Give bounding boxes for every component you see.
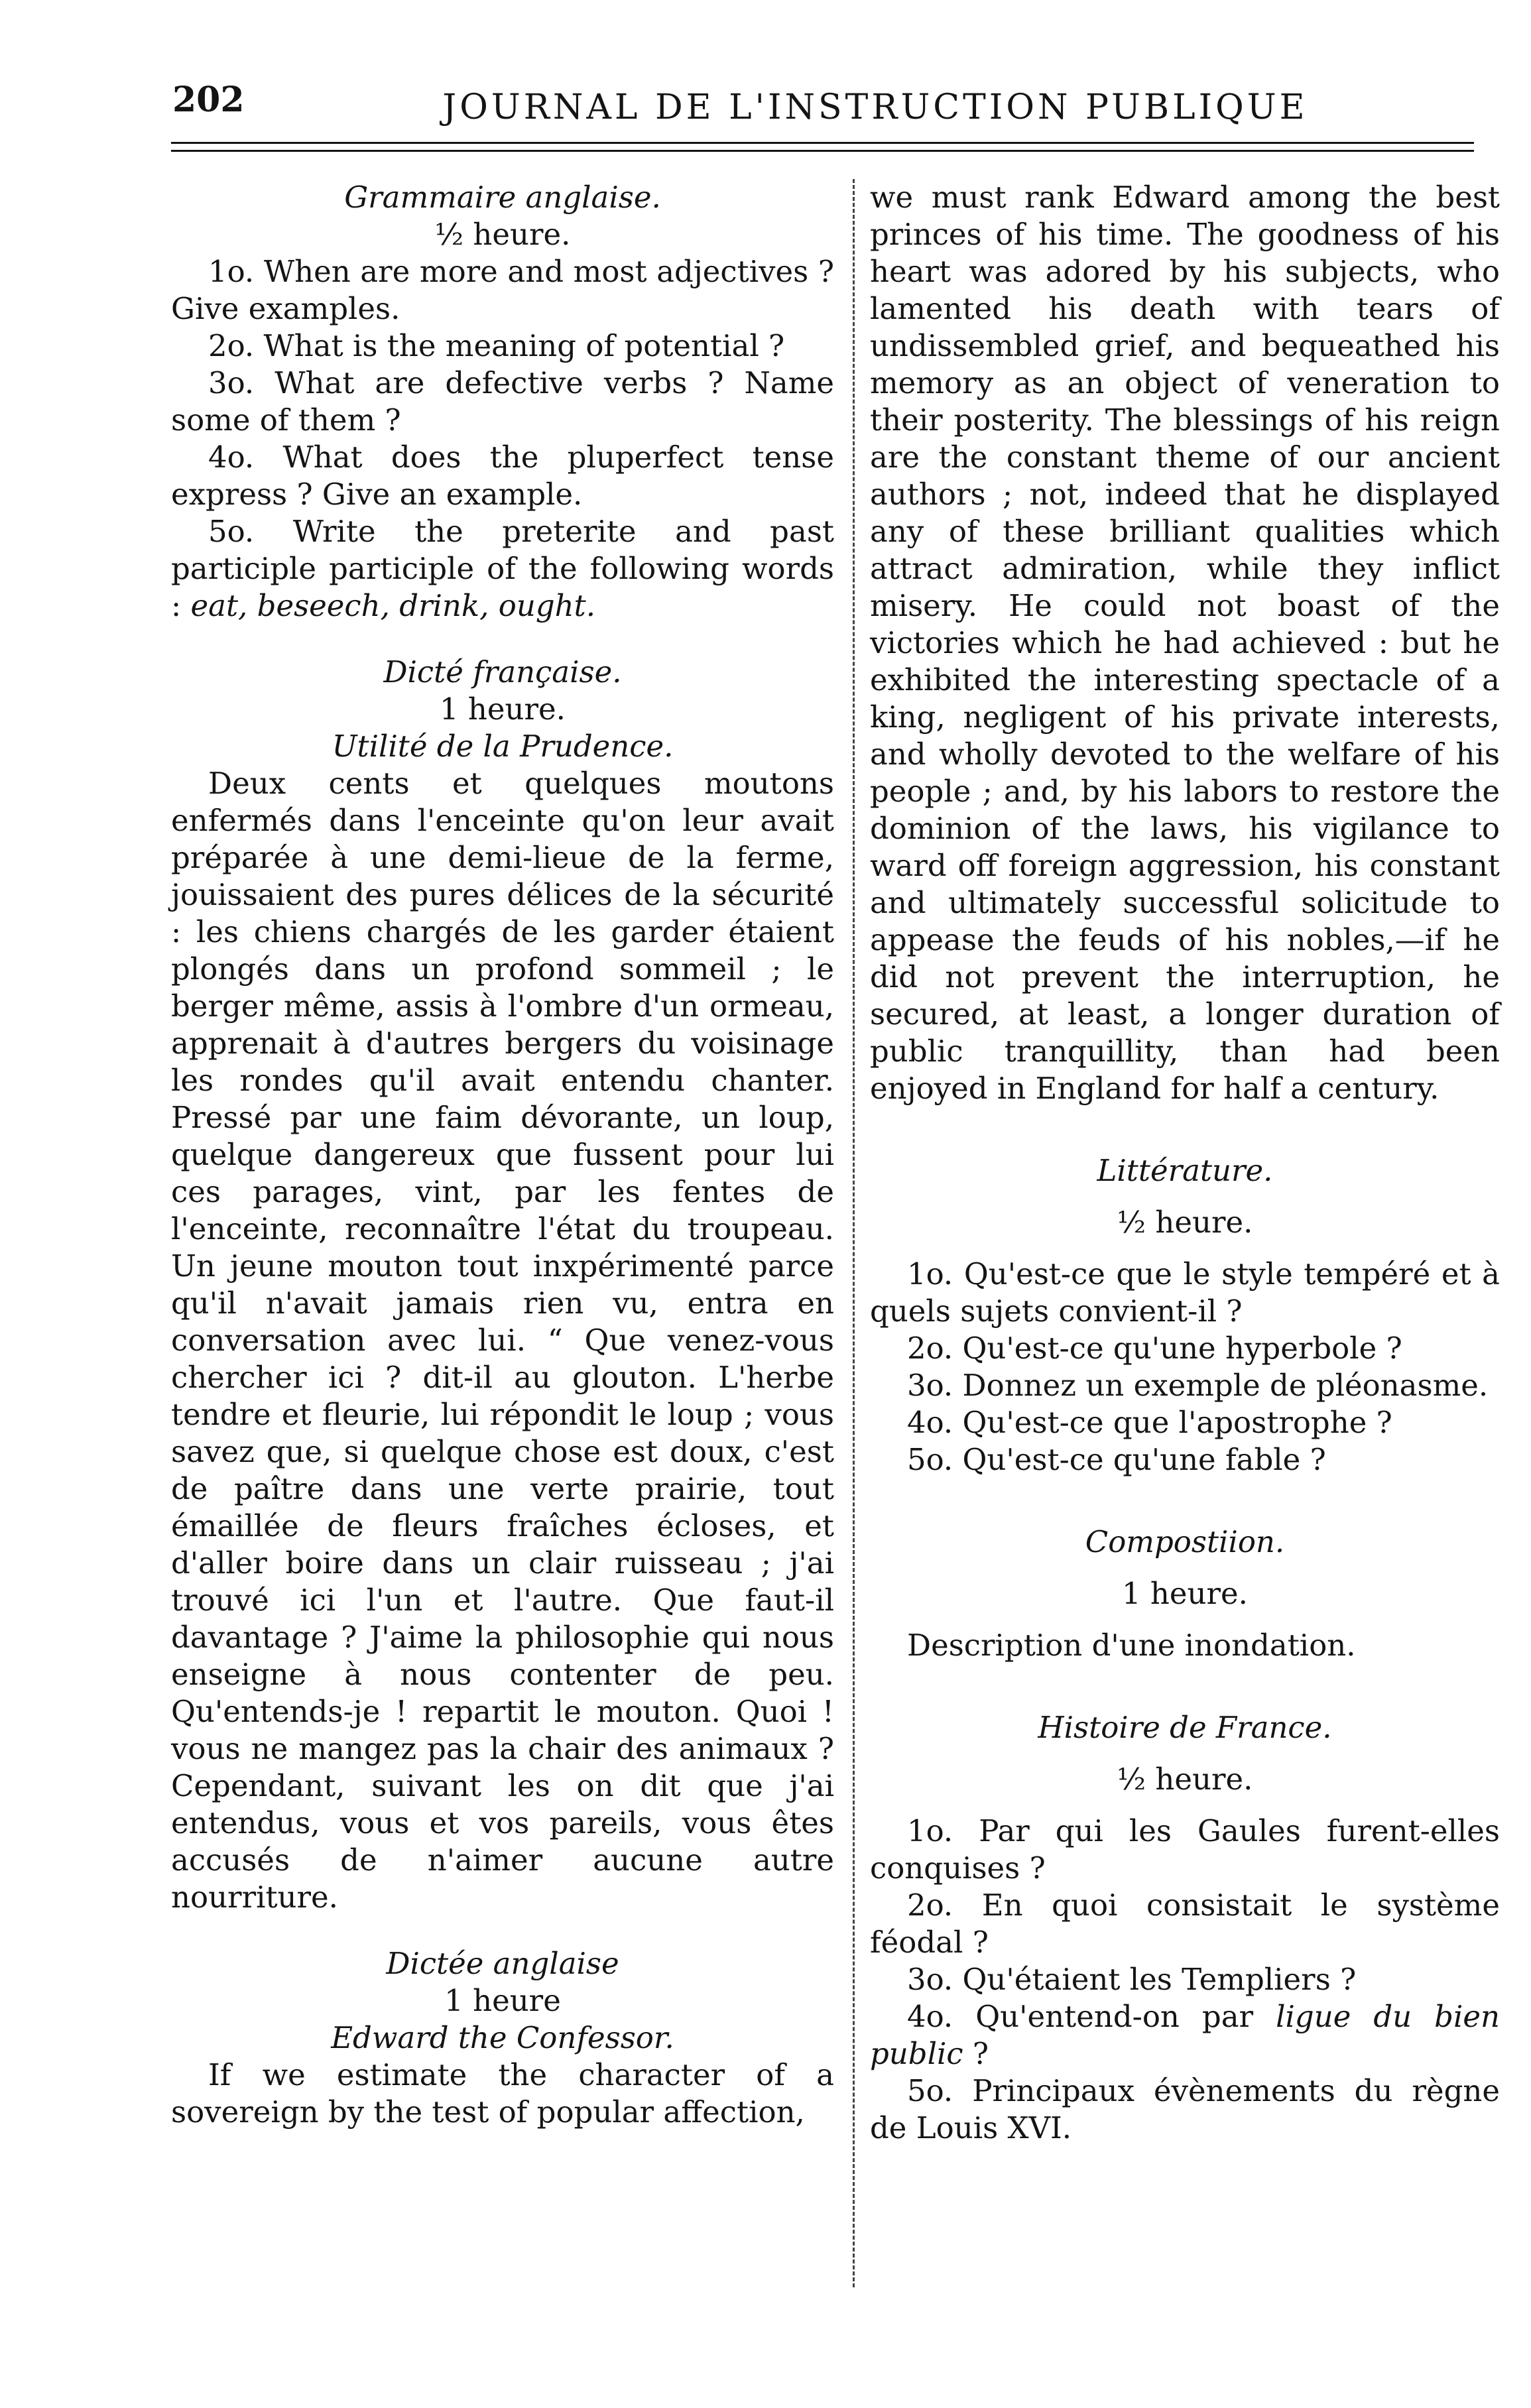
section-duration: ½ heure.: [1117, 1762, 1253, 1797]
dictation-text-continued: we must rank Edward among the best princes of his time. The goodness of his heart was adored by his subjects, who lamented his death with tears of undissembled grief, and bequeathed his memory as an object of veneration to their posterity. The blessings of his reign are the constant theme of our ancient authors ; not, indeed that he displayed any of these brilliant qualities which attract admiration, while they inflict misery. He could not boast of the victories which he had achieved : but he exhibited the interesting spectacle of a king, negligent of his private interests, and wholly devoted to the welfare of his people ; and, by his labors to restore the dominion of the laws, his vigilance to ward off foreign aggression, his constant and ultimately successful solicitude to appease the feuds of his nobles,—if he did not prevent the interruption, he secured, at least, a longer duration of public tranquillity, than had been enjoyed in England for half a century.: [870, 180, 1500, 1106]
section-histoire-de-france: [870, 1709, 1500, 2147]
left-column: [171, 179, 834, 2131]
section-title: Grammaire anglaise.: [344, 180, 661, 215]
section-duration: ½ heure.: [1117, 1205, 1253, 1240]
question-4-end: ?: [972, 2036, 989, 2071]
section-composition: [870, 1524, 1500, 1664]
question-4: [870, 1998, 1500, 2073]
section-duration: 1 heure.: [440, 692, 566, 727]
header-rule-bottom: [171, 150, 1474, 152]
running-title: JOURNAL DE L'INSTRUCTION PUBLIQUE: [442, 88, 1308, 127]
question-5: [171, 513, 834, 625]
section-dictee-anglaise: [171, 1945, 834, 2131]
section-subtitle: Edward the Confessor.: [331, 2020, 674, 2055]
section-title: Dictée anglaise: [386, 1946, 619, 1981]
question-1: 1o. Par qui les Gaules furent-elles conquises ?: [870, 1813, 1500, 1886]
header-rule-top: [171, 142, 1474, 144]
question-1: 1o. Qu'est-ce que le style tempéré et à quels sujets convient-il ?: [870, 1256, 1500, 1329]
question-4-italic: ligue du bien public: [870, 1999, 1500, 2071]
dictation-text-start: If we estimate the character of a sovereign by the test of popular affection,: [171, 2057, 834, 2130]
question-2: 2o. What is the meaning of potential ?: [208, 328, 785, 363]
question-3: 3o. What are defective verbs ? Name some of them ?: [171, 365, 834, 438]
question-5: 5o. Qu'est-ce qu'une fable ?: [907, 1442, 1326, 1477]
section-litterature: [870, 1152, 1500, 1478]
question-2: 2o. En quoi consistait le système féodal ?: [870, 1888, 1500, 1960]
section-title: Histoire de France.: [1038, 1710, 1332, 1745]
question-1: 1o. When are more and most adjectives ? Give examples.: [171, 254, 834, 326]
section-grammaire-anglaise: [171, 179, 834, 625]
question-3: 3o. Donnez un exemple de pléonasme.: [907, 1368, 1489, 1403]
question-4-start: 4o. Qu'entend-on par: [907, 1999, 1254, 2034]
question-5-text: 5o. Write the preterite and past participle participle of the following words :: [171, 514, 834, 623]
column-divider: [853, 179, 855, 2287]
question-5: 5o. Principaux évènements du règne de Louis XVI.: [870, 2073, 1500, 2145]
section-subtitle: Utilité de la Prudence.: [332, 729, 674, 764]
composition-subject: Description d'une inondation.: [907, 1628, 1356, 1663]
section-duration: 1 heure: [444, 1983, 561, 2018]
section-title: Compostiion.: [1085, 1524, 1285, 1559]
dictation-text: Deux cents et quelques moutons enfermés dans l'enceinte qu'on leur avait préparée à une demi-lieue de la ferme, jouissaient des pures délices de la sécurité : les chiens chargés de les garder étaient plongés dans un profond sommeil ; le berger même, assis à l'ombre d'un ormeau, apprenait à d'autres bergers du voisinage les rondes qu'il avait entendu chanter. Pressé par une faim dévorante, un loup, quelque dangereux que fussent pour lui ces parages, vint, par les fentes de l'enceinte, reconnaître l'état du troupeau. Un jeune mouton tout inxpérimenté parce qu'il n'avait jamais rien vu, entra en conversation avec lui. “ Que venez-vous chercher ici ? dit-il au glouton. L'herbe tendre et fleurie, lui répondit le loup ; vous savez que, si quelque chose est doux, c'est de paître dans une verte prairie, tout émaillée de fleurs fraîches écloses, et d'aller boire dans un clair ruisseau ; j'ai trouvé ici l'un et l'autre. Que faut-il davantage ? J'aime la philosophie qui nous enseigne à nous contenter de peu. Qu'entends-je ! repartit le mouton. Quoi ! vous ne mangez pas la chair des animaux ? Cependant, suivant les on dit que j'ai entendus, vous et vos pareils, vous êtes accusés de n'aimer aucune autre nourriture.: [171, 766, 834, 1915]
right-column: [870, 179, 1500, 2147]
question-3: 3o. Qu'étaient les Templiers ?: [907, 1962, 1357, 1997]
section-duration: 1 heure.: [1122, 1576, 1248, 1611]
section-duration: ½ heure.: [434, 217, 571, 252]
section-title: Dicté française.: [383, 654, 622, 690]
question-5-words: eat, beseech, drink, ought.: [190, 588, 596, 623]
section-title: Littérature.: [1097, 1153, 1273, 1188]
question-2: 2o. Qu'est-ce qu'une hyperbole ?: [907, 1331, 1402, 1366]
question-4: 4o. Qu'est-ce que l'apostrophe ?: [907, 1405, 1392, 1440]
question-4: 4o. What does the pluperfect tense express ? Give an example.: [171, 440, 834, 512]
page-number: 202: [172, 80, 245, 120]
section-dictee-francaise: [171, 654, 834, 1916]
